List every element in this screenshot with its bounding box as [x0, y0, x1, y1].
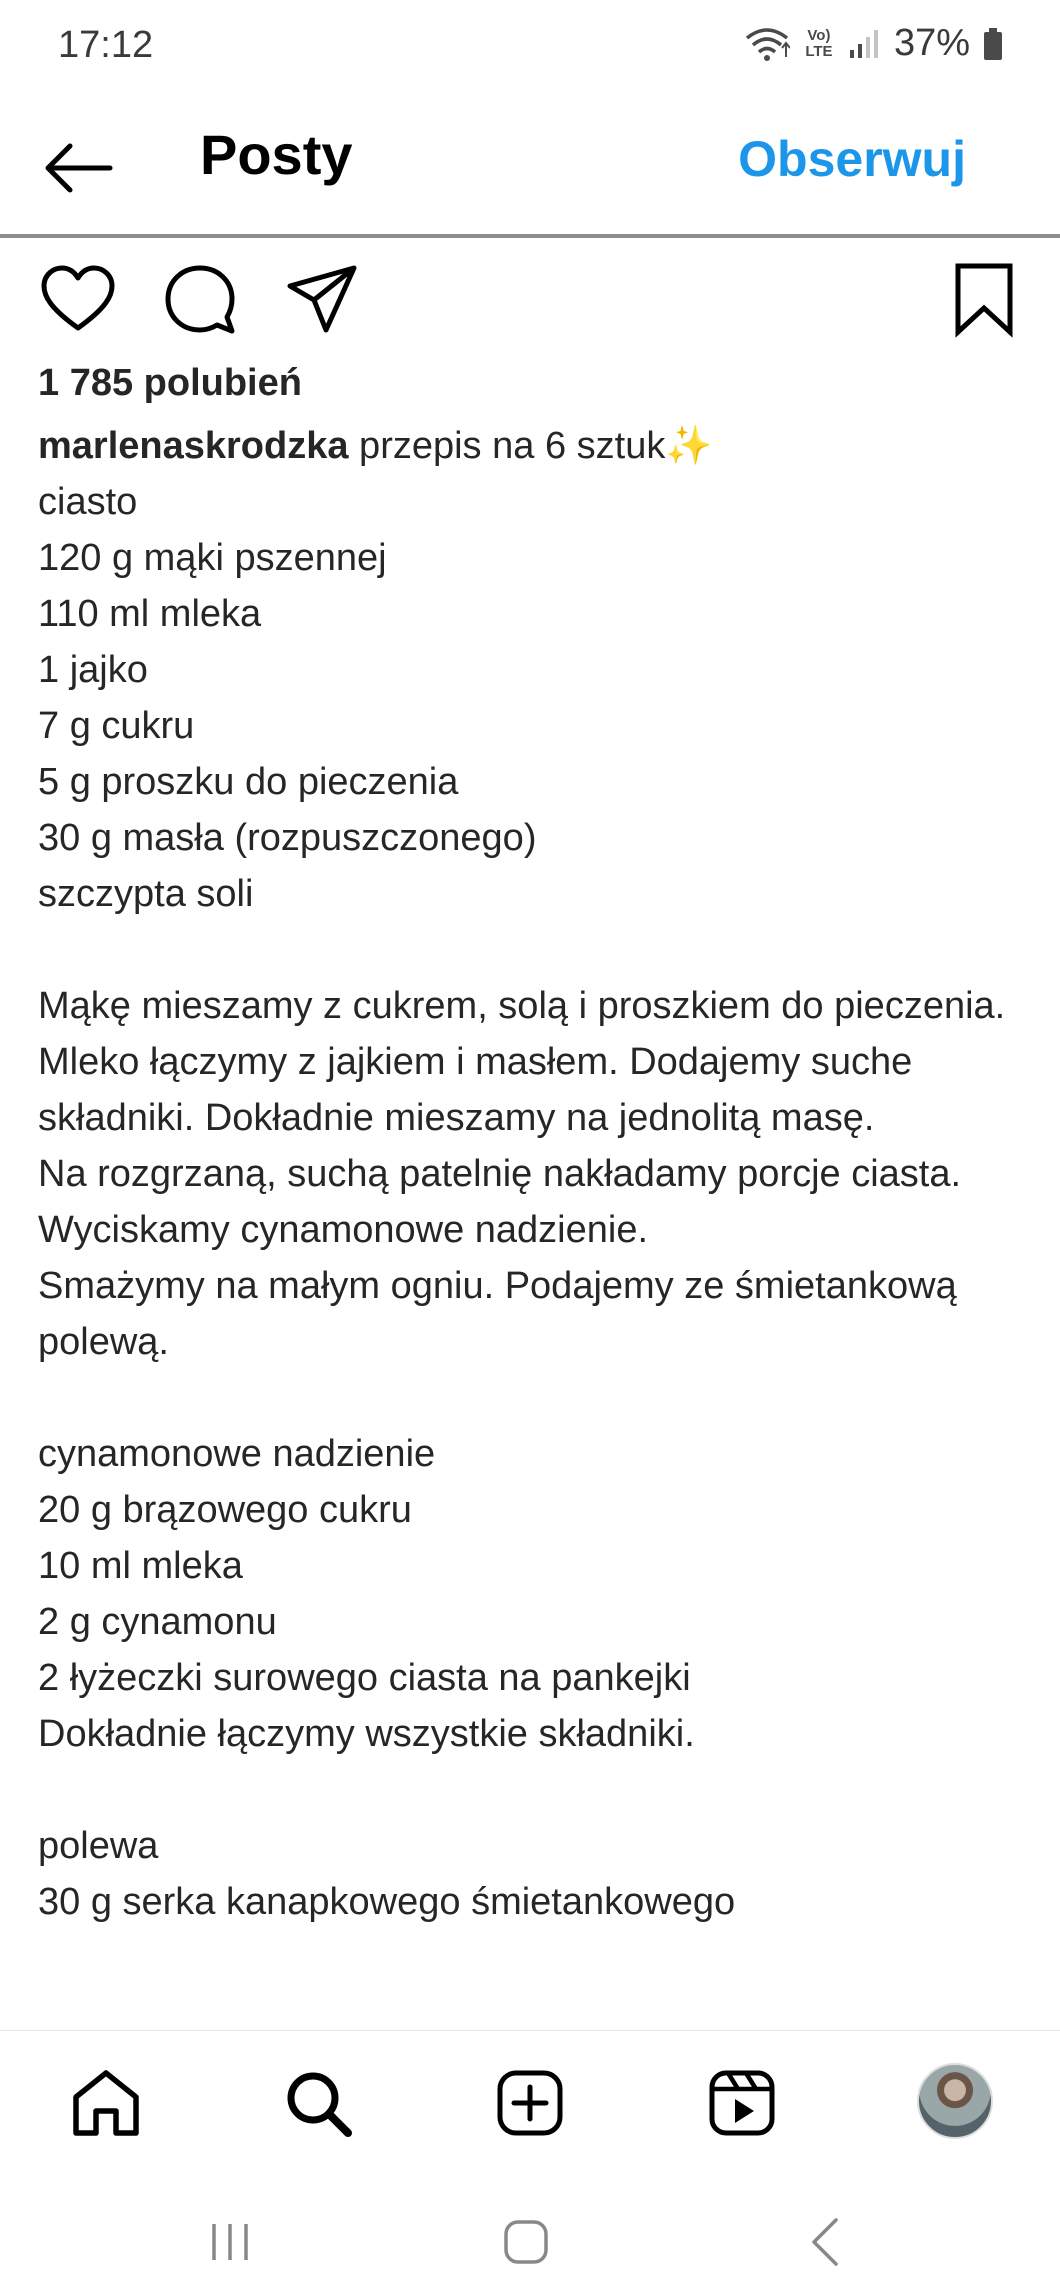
follow-button[interactable]: Obserwuj	[738, 131, 966, 187]
likes-count[interactable]: 1 785 polubień	[38, 362, 302, 404]
home-icon[interactable]	[70, 2067, 142, 2139]
post-caption	[38, 418, 1028, 1930]
share-icon[interactable]	[284, 262, 360, 338]
search-icon[interactable]	[282, 2067, 354, 2139]
heart-icon[interactable]	[40, 262, 116, 338]
create-icon[interactable]	[494, 2067, 566, 2139]
battery-level: 37%	[893, 22, 970, 64]
system-navigation	[0, 2170, 1060, 2296]
comment-icon[interactable]	[162, 262, 238, 338]
bookmark-icon[interactable]	[946, 262, 1022, 338]
caption-intro: przepis na 6 sztuk✨	[348, 425, 713, 467]
back-button-icon[interactable]	[796, 2212, 856, 2272]
status-time: 17:12	[58, 24, 154, 66]
page-title: Posty	[200, 123, 353, 186]
volte-icon: Vo) LTE	[805, 26, 833, 60]
caption-username[interactable]: marlenaskrodzka	[38, 425, 349, 467]
bottom-navigation	[0, 2030, 1060, 2171]
reels-icon[interactable]	[706, 2067, 778, 2139]
caption-body: ciasto 120 g mąki pszennej 110 ml mleka 1 jajko 7 g cukru 5 g proszku do pieczenia 30 g masła (rozpuszczonego) szczypta soli Mąkę mieszamy z cukrem, solą i proszkiem do pieczenia. Mleko łączymy z jajkiem i masłem. Dodajemy suche składniki. Dokładnie mieszamy na jednolitą masę. Na rozgrzaną, suchą patelnię nakładamy porcje ciasta. Wyciskamy cynamonowe nadzienie. Smażymy na małym ogniu. Podajemy ze śmietankową polewą. cynamonowe nadzienie 20 g brązowego cukru 10 ml mleka 2 g cynamonu 2 łyżeczki surowego ciasta na pankejki Dokładnie łączymy wszystkie składniki. polewa 30 g serka kanapkowego śmietankowego	[38, 481, 1006, 1923]
post-actions	[0, 262, 1060, 342]
recent-apps-icon[interactable]	[200, 2212, 260, 2272]
home-button-icon[interactable]	[496, 2212, 556, 2272]
profile-avatar[interactable]	[917, 2063, 993, 2139]
